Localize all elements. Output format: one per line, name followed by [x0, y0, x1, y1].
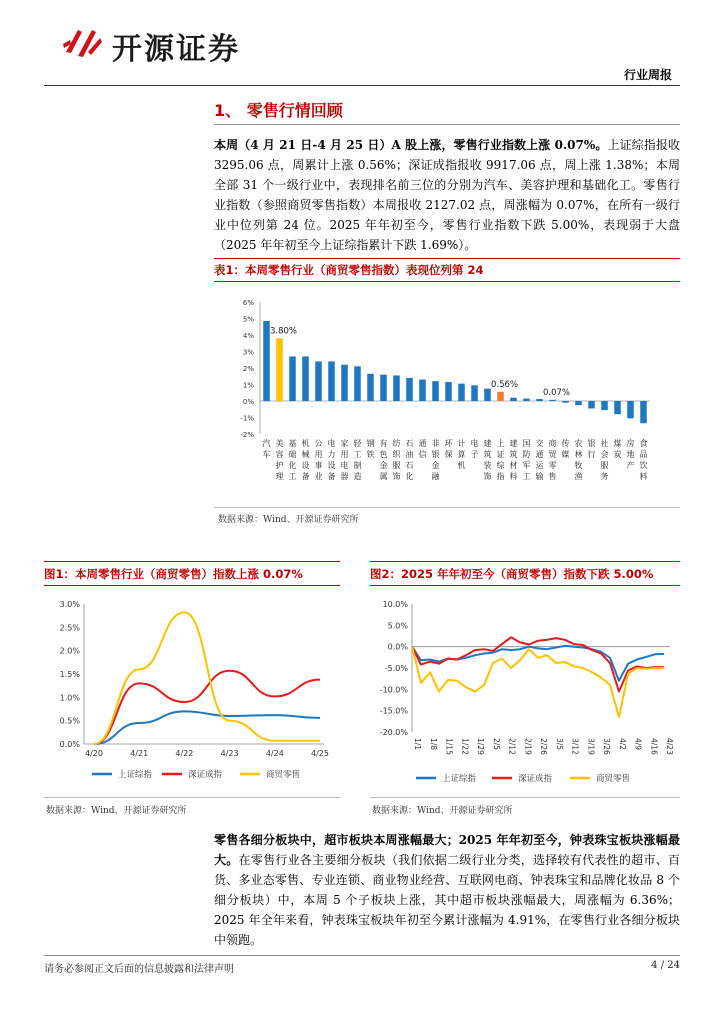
y-tick-label: 1.0%: [59, 693, 80, 703]
x-tick-label: 4/22: [175, 749, 194, 758]
x-tick-label: 2/19: [523, 738, 533, 755]
series-line: [94, 711, 320, 744]
bar: [315, 361, 322, 401]
x-tick-label: 银行: [587, 439, 596, 459]
x-tick-label: 2/26: [539, 738, 548, 755]
x-tick-label: 2/12: [507, 738, 517, 755]
x-tick-label: 煤炭: [613, 439, 622, 459]
legend-label: 深证成指: [188, 770, 223, 780]
x-tick-label: 电子: [470, 439, 479, 459]
bar: [536, 399, 543, 401]
y-tick-label: 0.0%: [387, 642, 408, 652]
table1-caption-divider: [214, 281, 680, 282]
y-tick-label: 5%: [242, 315, 254, 324]
x-tick-label: 1/15: [444, 738, 454, 755]
bar: [276, 338, 283, 401]
x-tick-label: 传媒: [561, 439, 570, 459]
bar: [627, 401, 634, 418]
ytd-line-chart: [370, 592, 680, 792]
x-tick-label: 非银金融: [431, 439, 440, 481]
x-tick-label: 基础化工: [288, 439, 297, 481]
x-tick-label: 建筑材料: [509, 439, 518, 481]
x-tick-label: 3/12: [570, 738, 580, 755]
y-tick-label: 2.5%: [59, 623, 80, 633]
figure1-caption: 图1：本周零售行业（商贸零售）指数上涨 0.07%: [44, 567, 303, 581]
industry-bar-chart: [220, 292, 660, 504]
bar: [380, 375, 387, 401]
y-tick-label: 4%: [242, 332, 254, 340]
bar: [302, 356, 309, 401]
logo-mark-icon: [60, 22, 106, 66]
x-tick-label: 钢铁: [366, 439, 375, 459]
bar: [588, 401, 595, 408]
bar: [497, 392, 504, 401]
bar: [263, 321, 270, 401]
x-tick-label: 石油石化: [405, 439, 414, 481]
legend-label: 上证综指: [118, 770, 153, 780]
y-tick-label: 1%: [242, 381, 254, 390]
bar: [354, 366, 361, 401]
y-tick-label: 0%: [242, 398, 254, 406]
x-tick-label: 电力设备: [327, 439, 336, 481]
x-tick-label: 4/2: [617, 738, 627, 751]
x-tick-label: 4/20: [85, 749, 103, 758]
x-tick-label: 美容护理: [275, 439, 284, 481]
y-tick-label: -5.0%: [384, 664, 408, 673]
x-tick-label: 1/22: [460, 738, 470, 755]
page-number: 4 / 24: [651, 960, 680, 971]
bar: [432, 381, 439, 401]
x-tick-label: 家用电器: [340, 439, 349, 481]
x-tick-label: 建筑装饰: [483, 439, 492, 481]
x-tick-label: 商贸零售: [548, 439, 557, 481]
bar: [406, 378, 413, 401]
figure1-top-divider: [44, 561, 340, 562]
bar: [562, 401, 569, 403]
x-tick-label: 4/21: [130, 749, 149, 758]
x-tick-label: 3/5: [554, 738, 564, 751]
bar: [601, 401, 608, 410]
footer-disclaimer: 请务必参阅正文后面的信息披露和法律声明: [44, 964, 234, 975]
footer-divider: [44, 955, 680, 956]
x-tick-label: 4/25: [311, 749, 329, 758]
figure2-bottom-divider: [370, 797, 680, 798]
data-label: 0.07%: [542, 387, 571, 398]
x-tick-label: 汽车: [262, 439, 271, 459]
bar: [510, 398, 517, 401]
figure2-source: 数据来源：Wind、开源证券研究所: [372, 806, 513, 816]
paragraph-body: 上证综指报收 3295.06 点，周累计上涨 0.56%；深证成指报收 9917.06 点，周上涨 1.38%；本周全部 31 个一级行业中，表现排名前三位的分别为汽车、美容护理和基础化工。零售行业指数（参照商贸零售指数）本周报收 2127.02 点，周涨幅为 0.07%，在所有一级行业中位列第 24 位。2025 年年初至今，零售行业指数下跌 5.00%，表现弱于大盘（2025 年年初至今上证综指累计下跌 1.69%）。: [214, 138, 680, 252]
x-tick-label: 4/23: [665, 738, 674, 755]
paragraph-lead: 本周（4 月 21 日-4 月 25 日）A 股上涨，零售行业指数上涨 0.07%。: [214, 138, 608, 152]
figure1-caption-divider: [44, 585, 340, 586]
x-tick-label: 计算机: [457, 439, 466, 470]
y-tick-label: -2%: [240, 431, 254, 439]
x-tick-label: 食品饮料: [639, 439, 648, 481]
x-tick-label: 4/9: [633, 738, 643, 751]
y-tick-label: 5.0%: [387, 621, 408, 631]
bar: [328, 361, 335, 401]
x-tick-label: 纺织服饰: [392, 439, 401, 481]
x-tick-label: 3/26: [602, 738, 611, 755]
header-divider: [44, 85, 680, 86]
x-tick-label: 4/23: [220, 749, 239, 758]
x-tick-label: 有色金属: [379, 439, 388, 481]
bar: [484, 389, 491, 401]
figure1-bottom-divider: [44, 797, 340, 798]
x-tick-label: 环保: [444, 439, 453, 459]
bar: [393, 375, 400, 401]
figure1-source: 数据来源：Wind、开源证券研究所: [46, 806, 187, 816]
bar: [458, 384, 465, 401]
x-tick-label: 4/16: [649, 738, 659, 755]
bar: [523, 399, 530, 401]
bar: [289, 356, 296, 401]
y-tick-label: 0.0%: [59, 740, 80, 749]
legend-label: 商贸零售: [266, 770, 301, 780]
y-tick-label: -10.0%: [379, 685, 408, 695]
x-tick-label: 1/8: [428, 738, 438, 751]
x-tick-label: 3/19: [586, 738, 596, 755]
paragraph2-body: 在零售行业各主要细分板块（我们依据二级行业分类，选择较有代表性的超市、百货、多业态零售、专业连锁、商业物业经营、互联网电商、钟表珠宝和品牌化妆品 8 个细分板块）中，本周 5 个子板块上涨，其中超市板块涨幅最大，周涨幅为 6.36%；2025 年全年来看，钟表珠宝板块年初至今累计涨幅为 4.91%，在零售行业各细分板块中领跑。: [214, 853, 680, 947]
y-tick-label: 2%: [242, 365, 254, 373]
data-label: 0.56%: [490, 379, 519, 390]
bar: [471, 385, 478, 401]
figure2-caption: 图2：2025 年年初至今（商贸零售）指数下跌 5.00%: [370, 567, 654, 581]
x-tick-label: 1/1: [413, 738, 422, 751]
y-tick-label: 6%: [242, 299, 254, 307]
x-tick-label: 机械设备: [301, 439, 310, 481]
x-tick-label: 公用事业: [314, 439, 323, 481]
doc-type: 行业周报: [623, 68, 672, 82]
series-line: [94, 671, 320, 744]
x-tick-label: 1/29: [476, 738, 485, 755]
x-tick-label: 农林牧渔: [574, 439, 583, 481]
y-tick-label: -15.0%: [379, 706, 408, 716]
weekly-line-chart: [44, 592, 340, 792]
bar: [419, 380, 426, 401]
table1-source: 数据来源：Wind、开源证券研究所: [218, 515, 359, 525]
y-tick-label: 10.0%: [382, 600, 408, 609]
y-tick-label: 3.0%: [59, 600, 80, 609]
x-tick-label: 通信: [418, 439, 427, 459]
bar: [445, 382, 452, 401]
legend-label: 深证成指: [518, 774, 553, 784]
bar: [640, 401, 647, 423]
data-label: 3.80%: [269, 326, 298, 337]
figure2-caption-divider: [370, 585, 680, 586]
paragraph2-lead: 零售各细分板块中，超市板块本周涨幅最大；2025 年年初至今，钟表珠宝板块涨幅最大。: [214, 833, 680, 867]
bar: [614, 401, 621, 414]
x-tick-label: 2/5: [491, 738, 501, 751]
section-divider: [214, 124, 680, 125]
table1-top-divider: [214, 258, 680, 259]
x-tick-label: 房地产: [626, 439, 635, 470]
paragraph-weekly-review: [214, 135, 680, 255]
bar: [575, 401, 582, 405]
table1-bottom-divider: [214, 507, 680, 508]
y-tick-label: 0.5%: [59, 716, 80, 726]
logo: [60, 22, 280, 66]
y-tick-label: 2.0%: [59, 646, 80, 656]
x-tick-label: 4/24: [265, 749, 284, 758]
company-name: 开源证券: [112, 32, 240, 67]
legend-label: 上证综指: [442, 774, 477, 784]
x-tick-label: 交通运输: [535, 439, 544, 481]
bar: [549, 400, 556, 401]
section-title: 1、 零售行情回顾: [214, 101, 343, 120]
legend-label: 商贸零售: [596, 774, 631, 784]
x-tick-label: 上证综指: [496, 439, 505, 481]
bar: [367, 374, 374, 401]
x-tick-label: 轻工制造: [353, 439, 362, 481]
y-tick-label: 3%: [242, 348, 254, 357]
x-tick-label: 国防军工: [522, 439, 531, 481]
series-line: [412, 647, 664, 717]
table1-caption: 表1：本周零售行业（商贸零售指数）表现位列第 24: [214, 263, 484, 277]
paragraph-subsectors: [214, 830, 680, 950]
y-tick-label: -1%: [240, 414, 254, 423]
figure2-top-divider: [370, 561, 680, 562]
bar: [341, 365, 348, 401]
y-tick-label: 1.5%: [59, 670, 80, 679]
y-tick-label: -20.0%: [379, 728, 408, 737]
x-tick-label: 社会服务: [600, 439, 609, 481]
